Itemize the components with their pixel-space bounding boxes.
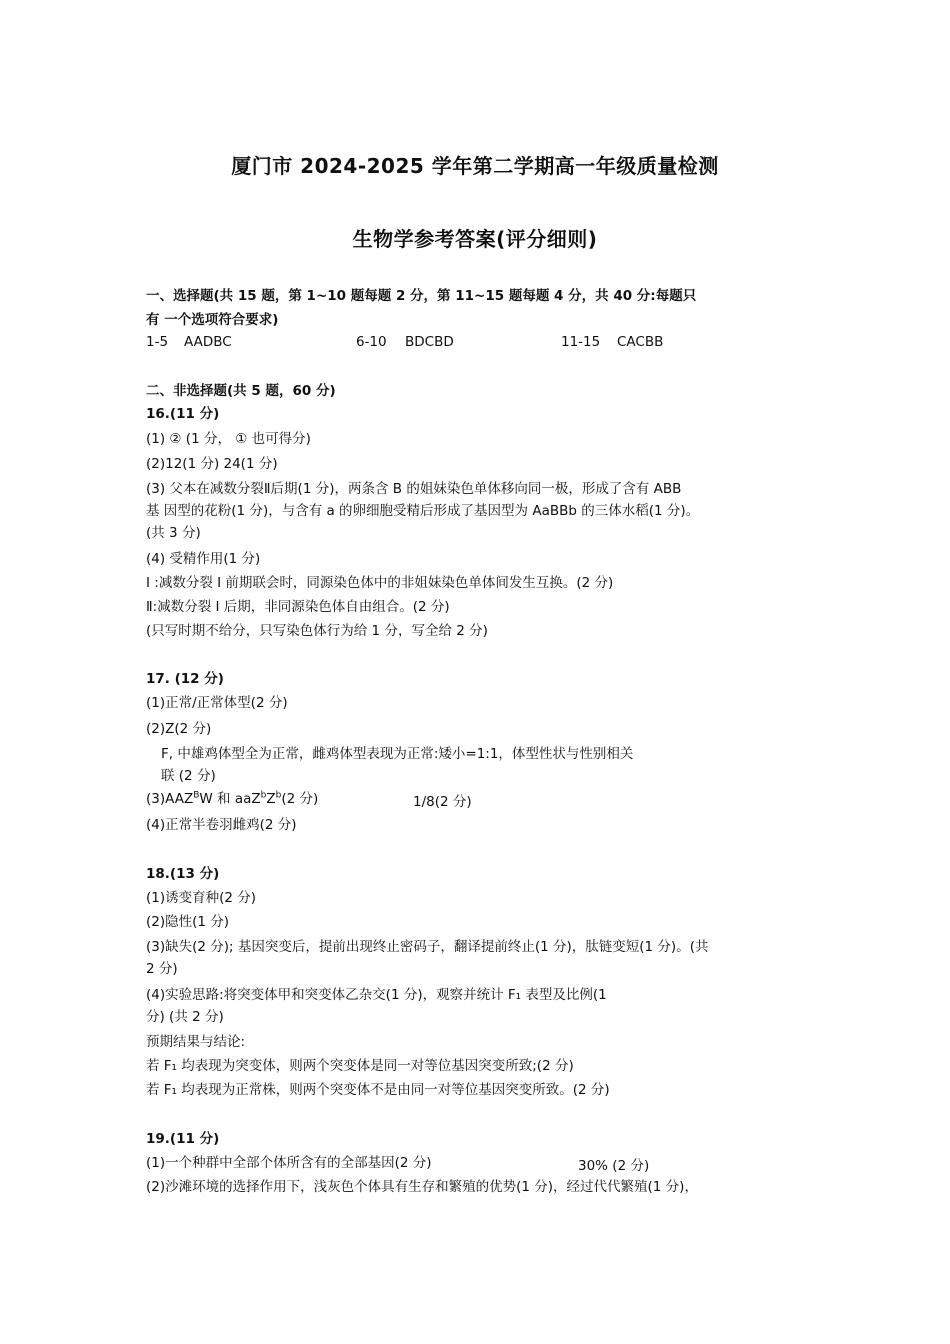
percentage-answer: 30% (2 分) bbox=[578, 1158, 650, 1174]
answer-line: (1) ② (1 分， ① 也可得分) bbox=[146, 431, 311, 447]
answer-line: (4) 受精作用(1 分) bbox=[146, 551, 261, 567]
answer-line: (2)Z(2 分) bbox=[146, 721, 212, 737]
answer-value: AADBC bbox=[184, 334, 232, 350]
section1-heading-line1: 一、选择题(共 15 题，第 1~10 题每题 2 分，第 11~15 题每题 4 分，共 40 分:每题只 bbox=[146, 288, 697, 304]
answer-line: 若 F₁ 均表现为突变体，则两个突变体是同一对等位基因突变所致;(2 分) bbox=[146, 1058, 574, 1074]
answer-line: 若 F₁ 均表现为正常株，则两个突变体不是由同一对等位基因突变所致。(2 分) bbox=[146, 1082, 610, 1098]
answer-line: (2)12(1 分) 24(1 分) bbox=[146, 456, 278, 472]
answer-line: (1)一个种群中全部个体所含有的全部基因(2 分) bbox=[146, 1155, 432, 1171]
question-title: 19.(11 分) bbox=[146, 1131, 220, 1147]
answer-line: (1)正常/正常体型(2 分) bbox=[146, 695, 288, 711]
genotype-text: (3)AAZ bbox=[146, 791, 194, 807]
answer-line: (4)正常半卷羽雌鸡(2 分) bbox=[146, 817, 297, 833]
answer-range: 1-5 bbox=[146, 334, 169, 350]
answer-line: (只写时期不给分，只写染色体行为给 1 分，写全给 2 分) bbox=[146, 623, 488, 639]
probability-answer: 1/8(2 分) bbox=[413, 794, 472, 810]
answer-line: 2 分) bbox=[146, 961, 178, 977]
answer-range: 6-10 bbox=[356, 334, 387, 350]
answer-line: F, 中雄鸡体型全为正常，雌鸡体型表现为正常:矮小=1:1，体型性状与性别相关 bbox=[161, 746, 634, 762]
section2-heading: 二、非选择题(共 5 题，60 分) bbox=[146, 383, 336, 399]
superscript: b bbox=[260, 790, 267, 801]
genotype-text: (2 分) bbox=[281, 791, 319, 807]
answer-line: (2)沙滩环境的选择作用下，浅灰色个体具有生存和繁殖的优势(1 分)，经过代代繁殖(1 分)， bbox=[146, 1179, 698, 1195]
answer-line: 分) (共 2 分) bbox=[146, 1009, 224, 1025]
answer-line: Ⅱ:减数分裂 Ⅰ 后期，非同源染色体自由组合。(2 分) bbox=[146, 599, 450, 615]
answer-value: BDCBD bbox=[405, 334, 454, 350]
answer-line: (2)隐性(1 分) bbox=[146, 914, 230, 930]
page-title: 厦门市 2024-2025 学年第二学期高一年级质量检测 bbox=[231, 154, 719, 178]
section1-heading-line2: 有 一个选项符合要求) bbox=[146, 312, 279, 328]
answer-line: (共 3 分) bbox=[146, 525, 201, 541]
answer-line: (4)实验思路:将突变体甲和突变体乙杂交(1 分)，观察并统计 F₁ 表型及比例(1 bbox=[146, 987, 607, 1003]
answer-line: Ⅰ :减数分裂 Ⅰ 前期联会时，同源染色体中的非姐妹染色单体间发生互换。(2 分) bbox=[146, 575, 614, 591]
superscript: B bbox=[193, 790, 200, 801]
superscript: b bbox=[275, 790, 282, 801]
page-subtitle: 生物学参考答案(评分细则) bbox=[352, 227, 598, 251]
question-title: 18.(13 分) bbox=[146, 866, 220, 882]
answer-line: 联 (2 分) bbox=[161, 768, 216, 784]
answer-value: CACBB bbox=[617, 334, 664, 350]
question-title: 16.(11 分) bbox=[146, 406, 220, 422]
answer-range: 11-15 bbox=[561, 334, 601, 350]
answer-line: (3)缺失(2 分); 基因突变后，提前出现终止密码子，翻译提前终止(1 分)，肽链变短(1 分)。(共 bbox=[146, 939, 709, 955]
genotype-text: Z bbox=[266, 791, 276, 807]
answer-line: (3) 父本在减数分裂Ⅱ后期(1 分)，两条含 B 的姐妹染色单体移向同一极，形成了含有 ABB bbox=[146, 481, 682, 497]
genotype-answer bbox=[146, 790, 318, 808]
answer-line: 预期结果与结论: bbox=[146, 1034, 246, 1050]
answer-line: 基 因型的花粉(1 分)，与含有 a 的卵细胞受精后形成了基因型为 AaBBb 的三体水稻(1 分)。 bbox=[146, 503, 700, 519]
answer-line: (1)诱变育种(2 分) bbox=[146, 890, 257, 906]
question-title: 17. (12 分) bbox=[146, 671, 224, 687]
genotype-text: W 和 aaZ bbox=[199, 791, 261, 807]
